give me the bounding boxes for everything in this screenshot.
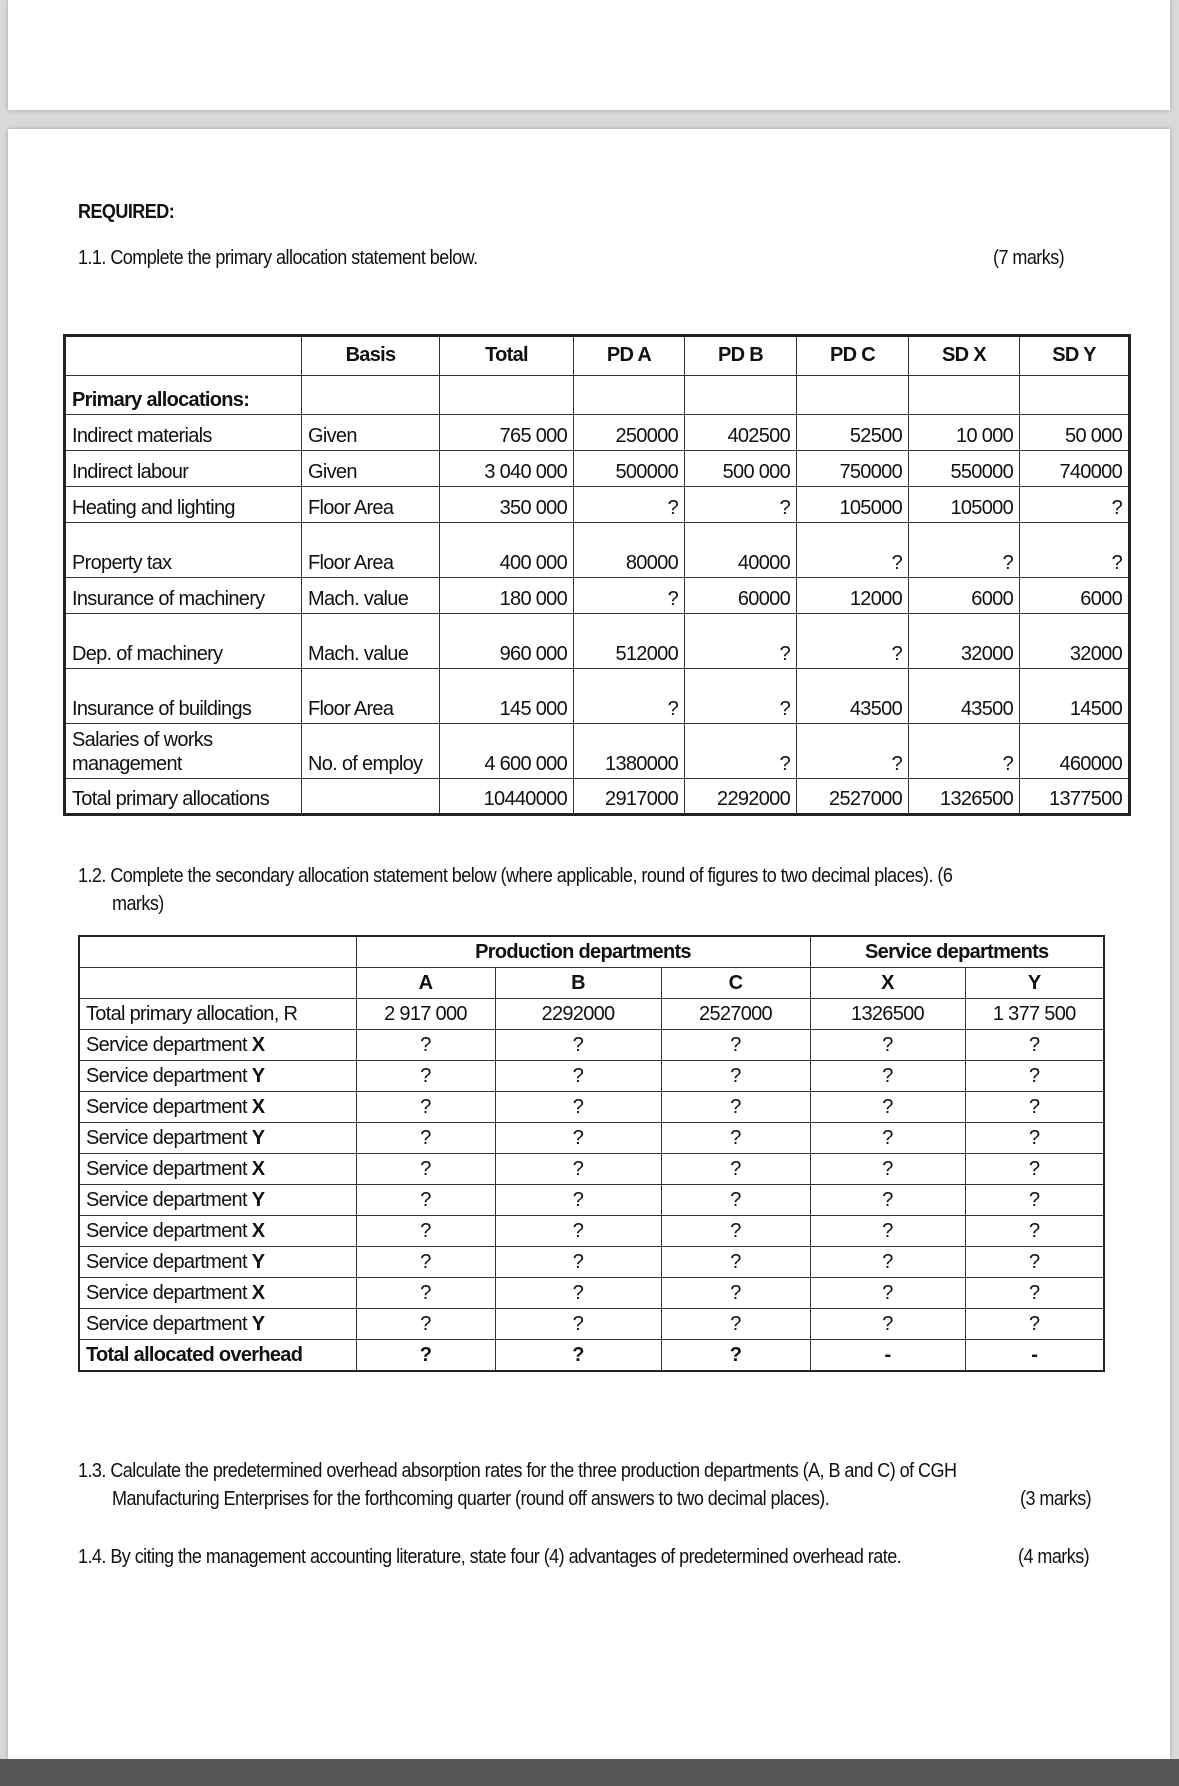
cell-c: ? (661, 1309, 810, 1340)
cell-sd-y: ? (1020, 487, 1130, 523)
row-basis: Floor Area (302, 523, 440, 578)
cell-sd-y: 740000 (1020, 451, 1130, 487)
cell-x: ? (810, 1123, 965, 1154)
cell-pd-b: ? (685, 724, 797, 779)
cell-pd-c: ? (797, 614, 909, 669)
cell-b: ? (495, 1309, 661, 1340)
row-basis: Given (302, 415, 440, 451)
total-row (79, 1340, 1104, 1372)
cell-pd-c: 52500 (797, 415, 909, 451)
cell-sd-x: ? (909, 523, 1020, 578)
cell-sd-y: 32000 (1020, 614, 1130, 669)
row-label: Service department X (79, 1278, 356, 1309)
cell-pd-b: ? (685, 487, 797, 523)
table-row (65, 614, 1130, 669)
col-header-c: C (661, 968, 810, 999)
cell-x: ? (810, 1092, 965, 1123)
table-row (65, 487, 1130, 523)
cell-x: ? (810, 1154, 965, 1185)
cell-c: 2527000 (661, 999, 810, 1030)
col-header-pd-b: PD B (685, 336, 797, 376)
cell-pd-c: ? (797, 724, 909, 779)
col-header-sd-y: SD Y (1020, 336, 1130, 376)
cell-y: ? (965, 1061, 1104, 1092)
table-row (65, 415, 1130, 451)
cell-y: ? (965, 1309, 1104, 1340)
cell-b: ? (495, 1123, 661, 1154)
cell-pd-b: ? (685, 614, 797, 669)
cell-pd-c: 2527000 (797, 779, 909, 815)
table-row (79, 1061, 1104, 1092)
cell-pd-a: ? (574, 487, 685, 523)
col-header-sd-x: SD X (909, 336, 1020, 376)
row-basis (302, 779, 440, 815)
total-label: Total allocated overhead (79, 1340, 356, 1372)
cell-pd-a: 2917000 (574, 779, 685, 815)
previous-page (8, 0, 1170, 110)
row-item: Total primary allocations (65, 779, 302, 815)
col-header-pd-a: PD A (574, 336, 685, 376)
cell-pd-a: 250000 (574, 415, 685, 451)
row-item: Insurance of buildings (65, 669, 302, 724)
table-row (79, 1030, 1104, 1061)
sub-header-row (79, 968, 1104, 999)
table-row (65, 578, 1130, 614)
cell-total: 3 040 000 (440, 451, 574, 487)
cell-b: ? (495, 1092, 661, 1123)
group-header-service: Service departments (810, 936, 1104, 968)
cell-a: ? (356, 1092, 495, 1123)
cell-y: ? (965, 1278, 1104, 1309)
cell-y: ? (965, 1216, 1104, 1247)
row-label: Service department Y (79, 1123, 356, 1154)
cell-y: 1 377 500 (965, 999, 1104, 1030)
table-row (79, 1247, 1104, 1278)
cell-sd-x: 43500 (909, 669, 1020, 724)
cell-y: ? (965, 1154, 1104, 1185)
cell-sd-y: 460000 (1020, 724, 1130, 779)
cell-a: ? (356, 1247, 495, 1278)
cell-pd-c: 105000 (797, 487, 909, 523)
table-row (79, 1216, 1104, 1247)
col-header-item (65, 336, 302, 376)
cell-b: ? (495, 1247, 661, 1278)
cell-total: 765 000 (440, 415, 574, 451)
row-label: Service department Y (79, 1061, 356, 1092)
cell-total: 10440000 (440, 779, 574, 815)
cell-pd-b: 40000 (685, 523, 797, 578)
cell-y: - (965, 1340, 1104, 1372)
cell-b: ? (495, 1216, 661, 1247)
col-header-pd-c: PD C (797, 336, 909, 376)
col-header-a: A (356, 968, 495, 999)
question-1-2: 1.2. Complete the secondary allocation statement below (where applicable, round of figures to two decimal places). (6 (78, 865, 953, 887)
cell-b: ? (495, 1340, 661, 1372)
table-row (65, 451, 1130, 487)
row-item: Indirect materials (65, 415, 302, 451)
cell-x: ? (810, 1216, 965, 1247)
cell-a: ? (356, 1185, 495, 1216)
cell-a: ? (356, 1030, 495, 1061)
cell-sd-x: 1326500 (909, 779, 1020, 815)
table-row (65, 724, 1130, 779)
primary-allocation-table (63, 334, 1131, 816)
row-basis: Floor Area (302, 669, 440, 724)
cell-pd-a: 512000 (574, 614, 685, 669)
row-basis: Mach. value (302, 578, 440, 614)
cell-a: ? (356, 1340, 495, 1372)
row-item: Salaries of works management (65, 724, 302, 779)
required-heading: REQUIRED: (78, 201, 175, 223)
cell-c: ? (661, 1340, 810, 1372)
row-label: Service department X (79, 1092, 356, 1123)
cell-sd-y: 6000 (1020, 578, 1130, 614)
cell-sd-x: 10 000 (909, 415, 1020, 451)
cell-a: ? (356, 1154, 495, 1185)
cell-a: ? (356, 1123, 495, 1154)
group-header-row (79, 936, 1104, 968)
col-header-b: B (495, 968, 661, 999)
cell-pd-c: 750000 (797, 451, 909, 487)
cell-x: ? (810, 1030, 965, 1061)
table-row (79, 1309, 1104, 1340)
col-header-y: Y (965, 968, 1104, 999)
cell-c: ? (661, 1185, 810, 1216)
cell-pd-b: ? (685, 669, 797, 724)
row-item: Insurance of machinery (65, 578, 302, 614)
row-item: Indirect labour (65, 451, 302, 487)
cell-b: ? (495, 1185, 661, 1216)
question-1-3: 1.3. Calculate the predetermined overhead absorption rates for the three production departments (A, B and C) of CGH (78, 1460, 957, 1482)
cell-b: 2292000 (495, 999, 661, 1030)
col-header-x: X (810, 968, 965, 999)
cell-x: ? (810, 1309, 965, 1340)
cell-c: ? (661, 1092, 810, 1123)
cell-x: ? (810, 1278, 965, 1309)
cell-pd-c: 12000 (797, 578, 909, 614)
cell-y: ? (965, 1030, 1104, 1061)
row-label: Service department Y (79, 1309, 356, 1340)
cell-pd-b: 500 000 (685, 451, 797, 487)
cell-sd-y: ? (1020, 523, 1130, 578)
cell-sd-x: 32000 (909, 614, 1020, 669)
cell-total: 960 000 (440, 614, 574, 669)
cell-sd-x: 105000 (909, 487, 1020, 523)
cell-c: ? (661, 1247, 810, 1278)
cell-a: ? (356, 1309, 495, 1340)
cell-a: 2 917 000 (356, 999, 495, 1030)
question-1-4: 1.4. By citing the management accounting literature, state four (4) advantages of predetermined overhead rate. (78, 1546, 902, 1568)
cell-pd-b: 402500 (685, 415, 797, 451)
cell-total: 4 600 000 (440, 724, 574, 779)
cell-a: ? (356, 1061, 495, 1092)
cell-pd-c: 43500 (797, 669, 909, 724)
row-basis: Floor Area (302, 487, 440, 523)
col-header-basis: Basis (302, 336, 440, 376)
cell-total: 350 000 (440, 487, 574, 523)
cell-x: ? (810, 1061, 965, 1092)
question-1-3-marks: (3 marks) (1020, 1488, 1092, 1510)
section-row (65, 376, 1130, 415)
cell-total: 145 000 (440, 669, 574, 724)
cell-b: ? (495, 1030, 661, 1061)
question-1-2-cont: marks) (112, 893, 164, 915)
cell-x: ? (810, 1247, 965, 1278)
section-label: Primary allocations: (65, 376, 302, 415)
cell-y: ? (965, 1092, 1104, 1123)
cell-total: 180 000 (440, 578, 574, 614)
cell-x: - (810, 1340, 965, 1372)
row-label: Total primary allocation, R (79, 999, 356, 1030)
row-item: Dep. of machinery (65, 614, 302, 669)
cell-y: ? (965, 1185, 1104, 1216)
row-basis: No. of employ (302, 724, 440, 779)
table-row (79, 1123, 1104, 1154)
cell-pd-b: 60000 (685, 578, 797, 614)
question-1-3-cont: Manufacturing Enterprises for the forthcoming quarter (round off answers to two decimal places). (112, 1488, 830, 1510)
cell-y: ? (965, 1247, 1104, 1278)
row-basis: Given (302, 451, 440, 487)
cell-c: ? (661, 1030, 810, 1061)
cell-pd-a: 1380000 (574, 724, 685, 779)
row-label: Service department X (79, 1030, 356, 1061)
cell-x: 1326500 (810, 999, 965, 1030)
group-header-production: Production departments (356, 936, 810, 968)
bottom-toolbar (0, 1759, 1179, 1786)
cell-pd-a: ? (574, 578, 685, 614)
cell-pd-b: 2292000 (685, 779, 797, 815)
cell-c: ? (661, 1123, 810, 1154)
col-header-total: Total (440, 336, 574, 376)
table-row (79, 999, 1104, 1030)
secondary-allocation-table (78, 935, 1105, 1372)
cell-c: ? (661, 1216, 810, 1247)
cell-a: ? (356, 1278, 495, 1309)
table-row (65, 523, 1130, 578)
cell-b: ? (495, 1278, 661, 1309)
cell-b: ? (495, 1061, 661, 1092)
row-basis: Mach. value (302, 614, 440, 669)
header-row (65, 336, 1130, 376)
cell-sd-x: 6000 (909, 578, 1020, 614)
cell-sd-x: 550000 (909, 451, 1020, 487)
table-row (79, 1185, 1104, 1216)
cell-y: ? (965, 1123, 1104, 1154)
table-row (79, 1092, 1104, 1123)
row-label: Service department X (79, 1154, 356, 1185)
cell-c: ? (661, 1278, 810, 1309)
cell-sd-y: 50 000 (1020, 415, 1130, 451)
table-row (79, 1278, 1104, 1309)
row-label: Service department X (79, 1216, 356, 1247)
cell-b: ? (495, 1154, 661, 1185)
question-1-1: 1.1. Complete the primary allocation statement below. (78, 247, 478, 269)
row-item: Heating and lighting (65, 487, 302, 523)
row-label: Service department Y (79, 1247, 356, 1278)
cell-c: ? (661, 1154, 810, 1185)
cell-pd-a: 80000 (574, 523, 685, 578)
question-1-4-marks: (4 marks) (1018, 1546, 1090, 1568)
cell-pd-a: ? (574, 669, 685, 724)
cell-pd-c: ? (797, 523, 909, 578)
cell-x: ? (810, 1185, 965, 1216)
row-item: Property tax (65, 523, 302, 578)
cell-total: 400 000 (440, 523, 574, 578)
cell-pd-a: 500000 (574, 451, 685, 487)
table-row (79, 1154, 1104, 1185)
total-row (65, 779, 1130, 815)
table-row (65, 669, 1130, 724)
cell-c: ? (661, 1061, 810, 1092)
row-label: Service department Y (79, 1185, 356, 1216)
cell-a: ? (356, 1216, 495, 1247)
cell-sd-x: ? (909, 724, 1020, 779)
question-1-1-marks: (7 marks) (993, 247, 1065, 269)
cell-sd-y: 14500 (1020, 669, 1130, 724)
cell-sd-y: 1377500 (1020, 779, 1130, 815)
